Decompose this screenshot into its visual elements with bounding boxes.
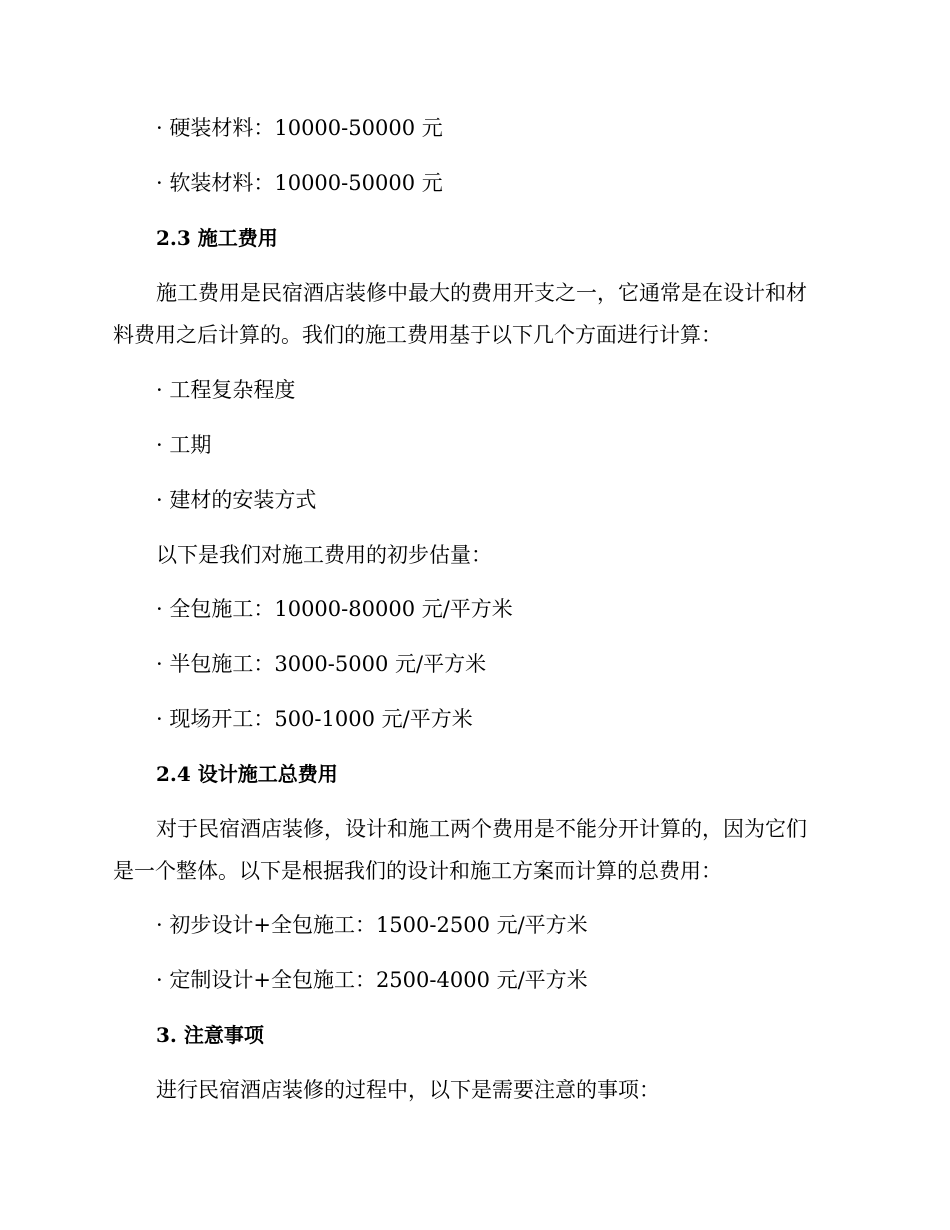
list-item-soft-materials: · 软装材料：10000-50000 元 [156, 171, 443, 195]
paragraph-2-3-line-2: 料费用之后计算的。我们的施工费用基于以下几个方面进行计算： [113, 323, 722, 347]
list-item-custom-design-total: · 定制设计+全包施工：2500-4000 元/平方米 [156, 968, 588, 992]
paragraph-2-3-line-1: 施工费用是民宿酒店装修中最大的费用开支之一，它通常是在设计和材 [156, 281, 807, 305]
list-item-basic-design-total: · 初步设计+全包施工：1500-2500 元/平方米 [156, 913, 588, 937]
list-item-duration: · 工期 [156, 433, 212, 457]
paragraph-2-4-line-2: 是一个整体。以下是根据我们的设计和施工方案而计算的总费用： [113, 859, 722, 883]
section-heading-3: 3. 注意事项 [156, 1023, 264, 1047]
list-item-complexity: · 工程复杂程度 [156, 378, 296, 402]
paragraph-estimate-intro: 以下是我们对施工费用的初步估量： [156, 543, 492, 567]
list-item-installation: · 建材的安装方式 [156, 488, 317, 512]
list-item-full-package: · 全包施工：10000-80000 元/平方米 [156, 597, 513, 621]
section-heading-2-3: 2.3 施工费用 [156, 226, 278, 250]
paragraph-2-4-line-1: 对于民宿酒店装修，设计和施工两个费用是不能分开计算的，因为它们 [156, 817, 807, 841]
paragraph-section-3-intro: 进行民宿酒店装修的过程中，以下是需要注意的事项： [156, 1078, 660, 1102]
list-item-onsite: · 现场开工：500-1000 元/平方米 [156, 707, 473, 731]
list-item-hard-materials: · 硬装材料：10000-50000 元 [156, 116, 443, 140]
list-item-half-package: · 半包施工：3000-5000 元/平方米 [156, 652, 487, 676]
section-heading-2-4: 2.4 设计施工总费用 [156, 762, 338, 786]
